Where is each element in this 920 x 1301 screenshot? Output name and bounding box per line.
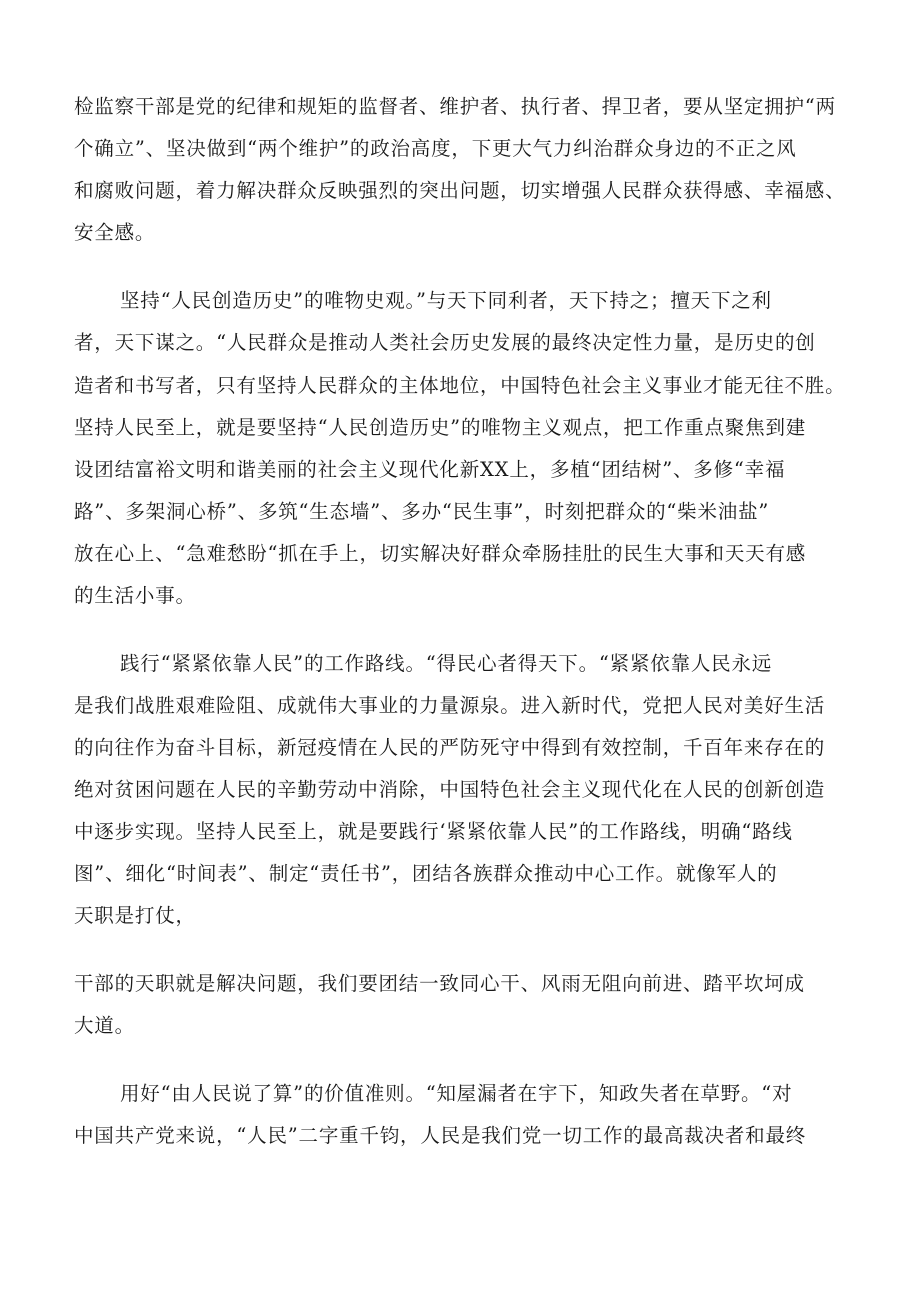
paragraph-3-line-6: 图”、细化“时间表”、制定“责任书”，团结各族群众推动中心工作。就像军人的 xyxy=(74,862,778,885)
paragraph-5-line-2: 中国共产党来说，“人民”二字重千钧，人民是我们党一切工作的最高裁决者和最终 xyxy=(74,1124,807,1147)
paragraph-3-line-2: 是我们战胜艰难险阻、成就伟大事业的力量源泉。进入新时代，党把人民对美好生活 xyxy=(74,694,826,717)
paragraph-2-line-3: 造者和书写者，只有坚持人民群众的主体地位，中国特色社会主义事业才能无往不胜。 xyxy=(74,374,846,397)
paragraph-2-line-4: 坚持人民至上，就是要坚持“人民创造历史”的唯物主义观点，把工作重点聚焦到建 xyxy=(74,416,807,439)
paragraph-2-line-2: 者，天下谋之。“人民群众是推动人类社会历史发展的最终决定性力量，是历史的创 xyxy=(74,331,816,354)
paragraph-3-line-1: 践行“紧紧依靠人民”的工作路线。“得民心者得天下。“紧紧依靠人民永远 xyxy=(120,652,773,675)
paragraph-1-line-2: 个确立”、坚决做到“两个维护”的政治高度，下更大气力纠治群众身边的不正之风 xyxy=(74,137,797,160)
paragraph-2-line-1: 坚持“人民创造历史”的唯物史观。”与天下同利者，天下持之；擅天下之利 xyxy=(120,289,772,312)
paragraph-3-line-3: 的向往作为奋斗目标，新冠疫情在人民的严防死守中得到有效控制，千百年来存在的 xyxy=(74,736,826,759)
paragraph-1-line-4: 安全感。 xyxy=(74,221,156,244)
paragraph-2-line-8: 的生活小事。 xyxy=(74,584,196,607)
paragraph-2-line-5: 设团结富裕文明和谐美丽的社会主义现代化新XX上，多植“团结树”、多修“幸福 xyxy=(74,458,786,481)
paragraph-4-line-1: 干部的天职就是解决问题，我们要团结一致同心干、风雨无阻向前进、踏平坎坷成 xyxy=(74,972,805,995)
paragraph-4-line-2: 大道。 xyxy=(74,1014,135,1037)
paragraph-5-line-1: 用好“由人民说了算”的价值准则。“知屋漏者在宇下，知政失者在草野。“对 xyxy=(120,1082,793,1105)
paragraph-3-line-4: 绝对贫困问题在人民的辛勤劳动中消除，中国特色社会主义现代化在人民的创新创造 xyxy=(74,778,826,801)
paragraph-1-line-3: 和腐败问题，着力解决群众反映强烈的突出问题，切实增强人民群众获得感、幸福感、 xyxy=(74,179,846,202)
paragraph-1-line-1: 检监察干部是党的纪律和规矩的监督者、维护者、执行者、捍卫者，要从坚定拥护“两 xyxy=(74,95,836,118)
paragraph-3-line-5: 中逐步实现。坚持人民至上，就是要践行‘紧紧依靠人民”的工作路线，明确“路线 xyxy=(74,820,793,843)
paragraph-2-line-7: 放在心上、“急难愁盼“抓在手上，切实解决好群众牵肠挂肚的民生大事和天天有感 xyxy=(74,542,807,565)
paragraph-2-line-6: 路”、多架洞心桥”、多筑“生态墙”、多办“民生事”，时刻把群众的“柴米油盐” xyxy=(74,500,770,523)
paragraph-3-line-7: 天职是打仗， xyxy=(74,904,196,927)
